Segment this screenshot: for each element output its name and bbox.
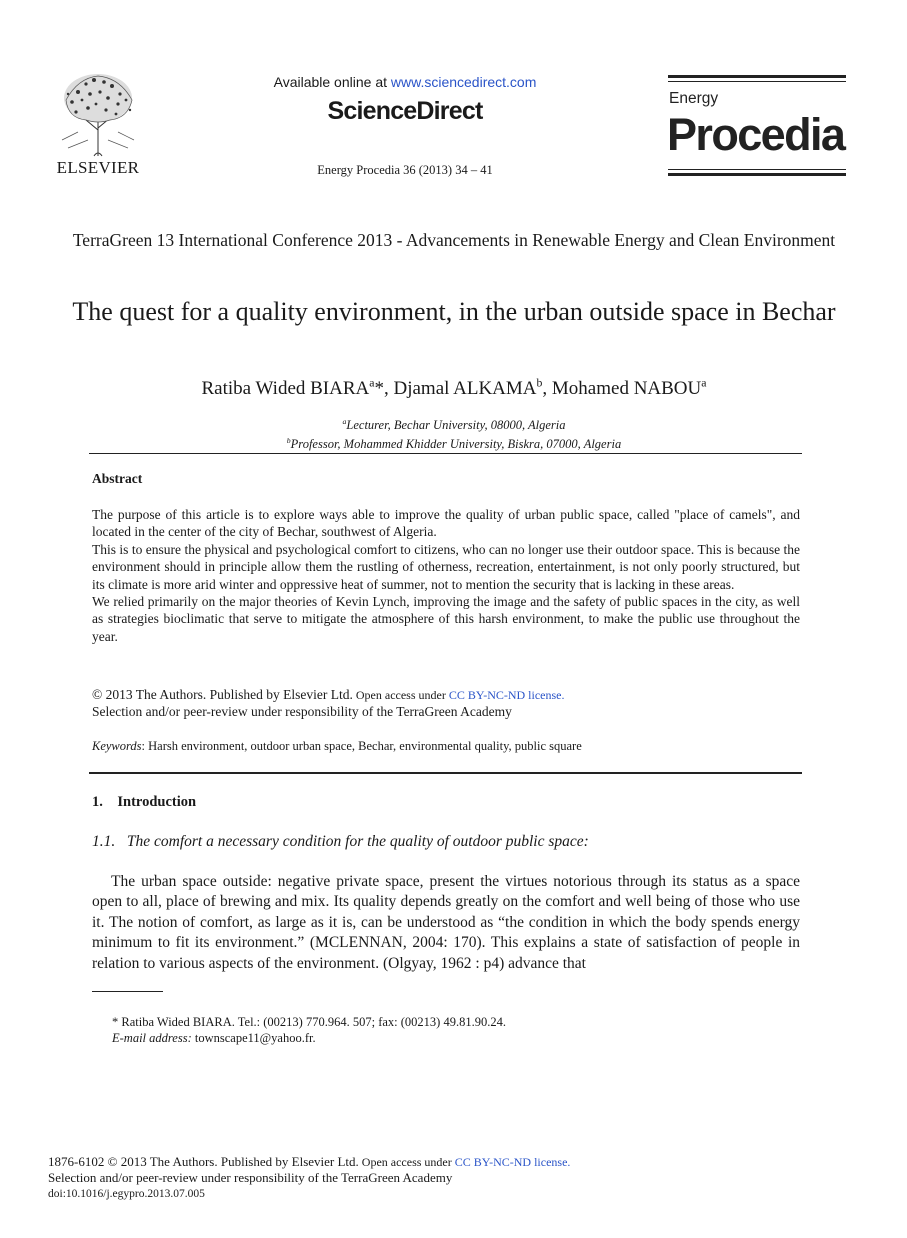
author-separator: *, [374, 378, 394, 399]
footer-open-access-label: Open access under [358, 1155, 455, 1169]
email-label: E-mail address: [112, 1031, 192, 1045]
footnote-rule [92, 991, 163, 992]
subsection-heading: 1.1. The comfort a necessary condition for the quality of outdoor public space: [92, 833, 589, 850]
conference-name: TerraGreen 13 International Conference 2013 - Advancements in Renewable Energy and Clean Environment [72, 230, 836, 250]
sciencedirect-logo: ScienceDirect [327, 97, 483, 125]
procedia-energy-label: Energy [669, 90, 719, 107]
open-access-label: Open access under [352, 688, 449, 702]
abstract-paragraph: This is to ensure the physical and psychological comfort to citizens, who can no longer use their outdoor space. This is because the environment should in principle allow them the rustling of otherness, recreation, entertainment, is not only poorly structured, but its climate is more arid winter and oppressive heat of summer, not to mention the security that is lacking in these areas. [92, 541, 800, 592]
keywords-label: Keywords [92, 739, 142, 753]
author-name: Mohamed NABOU [551, 378, 702, 399]
footer-peer-review: Selection and/or peer-review under responsibility of the TerraGreen Academy [48, 1170, 453, 1185]
procedia-top-rule [668, 75, 846, 78]
sciencedirect-link[interactable]: www.sciencedirect.com [390, 74, 537, 90]
abstract-paragraph: We relied primarily on the major theories of Kevin Lynch, improving the image and the safety of public spaces in the city, as well as strategies bioclimatic that serve to mitigate the atmosphere of this harsh environment, to make the public use throughout the year. [92, 594, 800, 644]
copyright-line [92, 686, 800, 705]
procedia-wordmark: Procedia [667, 109, 845, 160]
elsevier-tree-icon [48, 70, 148, 158]
energy-procedia-logo [668, 75, 846, 177]
procedia-bottom-rule [668, 173, 846, 176]
footer-doi[interactable]: doi:10.1016/j.egypro.2013.07.005 [48, 1188, 205, 1200]
procedia-top-thin-rule [668, 81, 846, 82]
affiliation-b [70, 437, 838, 452]
abstract-paragraph: The purpose of this article is to explore ways able to improve the quality of urban public space, called "place of camels", and located in the center of the city of Bechar, southwest of Algeria. [92, 507, 800, 540]
peer-review-line: Selection and/or peer-review under responsibility of the TerraGreen Academy [92, 704, 512, 719]
footer-license-link[interactable]: CC BY-NC-ND license. [454, 1155, 571, 1169]
author-separator: , [542, 378, 552, 399]
paper-title: The quest for a quality environment, in the urban outside space in Bechar [72, 297, 836, 326]
license-link[interactable]: CC BY-NC-ND license. [448, 688, 565, 702]
elsevier-wordmark: ELSEVIER [56, 158, 140, 177]
author-name: Djamal ALKAMA [393, 378, 537, 399]
abstract-top-rule [89, 453, 802, 454]
footer-copyright [48, 1154, 570, 1170]
author-affiliation-mark: a [701, 376, 707, 390]
footnote-email [112, 1031, 316, 1046]
copyright-text: © 2013 The Authors. Published by Elsevier Ltd. [92, 687, 353, 702]
available-online-label: Available online at [273, 74, 391, 90]
author-list [70, 378, 838, 400]
email-address: townscape11@yahoo.fr. [191, 1031, 316, 1045]
author-affiliation-mark: b [536, 376, 543, 390]
keywords-line [92, 739, 800, 754]
author-affiliation-mark: a [369, 376, 375, 390]
section-heading-introduction: 1. Introduction [92, 794, 197, 810]
keywords-text: : Harsh environment, outdoor urban space, Bechar, environmental quality, public square [141, 739, 582, 753]
introduction-body [92, 872, 800, 974]
affiliation-mark: a [342, 416, 347, 426]
affiliation-text: Professor, Mohammed Khidder University, Biskra, 07000, Algeria [290, 437, 622, 451]
abstract-heading: Abstract [92, 471, 143, 486]
footnote-contact: * Ratiba Wided BIARA. Tel.: (00213) 770.964. 507; fax: (00213) 49.81.90.24. [112, 1015, 506, 1029]
footer-issn-copyright: 1876-6102 © 2013 The Authors. Published by Elsevier Ltd. [48, 1154, 359, 1169]
affiliation-mark: b [286, 435, 291, 445]
journal-reference: Energy Procedia 36 (2013) 34 – 41 [317, 163, 493, 177]
abstract-bottom-rule [89, 772, 802, 774]
body-paragraph: The urban space outside: negative private space, present the virtues notorious through its status as a space open to all, place of brewing and mix. Its quality depends greatly on the comfort and well being of those who use it. The notion of comfort, as large as it is, can be understood as “the condition in which the body spends energy minimum to fit its environment.” (MCLENNAN, 2004: 170). This explains a state of satisfaction of people in relation to various aspects of the environment. (Olgyay, 1962 : p4) advance that [92, 873, 800, 972]
abstract-body [92, 506, 800, 645]
author-name: Ratiba Wided BIARA [201, 378, 370, 399]
procedia-bottom-thin-rule [668, 169, 846, 170]
affiliation-a [70, 418, 838, 433]
affiliation-text: Lecturer, Bechar University, 08000, Algeria [346, 418, 566, 432]
available-online-line [200, 74, 610, 90]
